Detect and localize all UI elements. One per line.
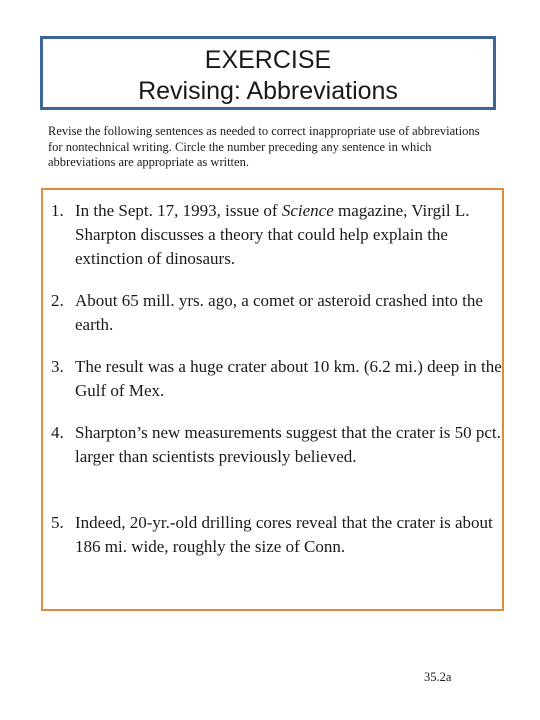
instructions-paragraph: Revise the following sentences as needed to correct inappropriate use of abbreviations for nontechnical writing. Circle the number preceding any sentence in which abbreviations are appropriate as written. (48, 124, 480, 169)
sentence-item-2 (51, 289, 505, 337)
sentence-text: Sharpton’s new measurements suggest that the crater is 50 pct. larger than scientists previously believed. (75, 423, 501, 466)
page-number: 35.2a (424, 670, 452, 684)
sentence-text: Indeed, 20-yr.-old drilling cores reveal that the crater is about 186 mi. wide, roughly the size of Conn. (75, 513, 493, 556)
item-number: 4. (51, 423, 64, 442)
magazine-title: Science (281, 201, 334, 220)
sentence-text: In the Sept. 17, 1993, issue of Science magazine, Virgil L. Sharpton discusses a theory that could help explain the extinction of dinosaurs. (75, 201, 470, 268)
sentence-text: About 65 mill. yrs. ago, a comet or asteroid crashed into the earth. (75, 291, 483, 334)
exercise-subtitle: Revising: Abbreviations (138, 77, 398, 105)
sentence-text: The result was a huge crater about 10 km. (6.2 mi.) deep in the Gulf of Mex. (75, 357, 502, 400)
sentence-item-5 (51, 511, 505, 559)
exercise-heading: EXERCISE (204, 46, 332, 74)
sentence-item-3 (51, 355, 505, 403)
exercise-sentences-box (41, 188, 504, 611)
item-number: 3. (51, 357, 64, 376)
sentence-item-4 (51, 421, 505, 469)
exercise-title-box (40, 36, 496, 110)
item-number: 1. (51, 201, 64, 220)
sentence-item-1 (51, 199, 505, 271)
item-number: 5. (51, 513, 64, 532)
item-number: 2. (51, 291, 64, 310)
